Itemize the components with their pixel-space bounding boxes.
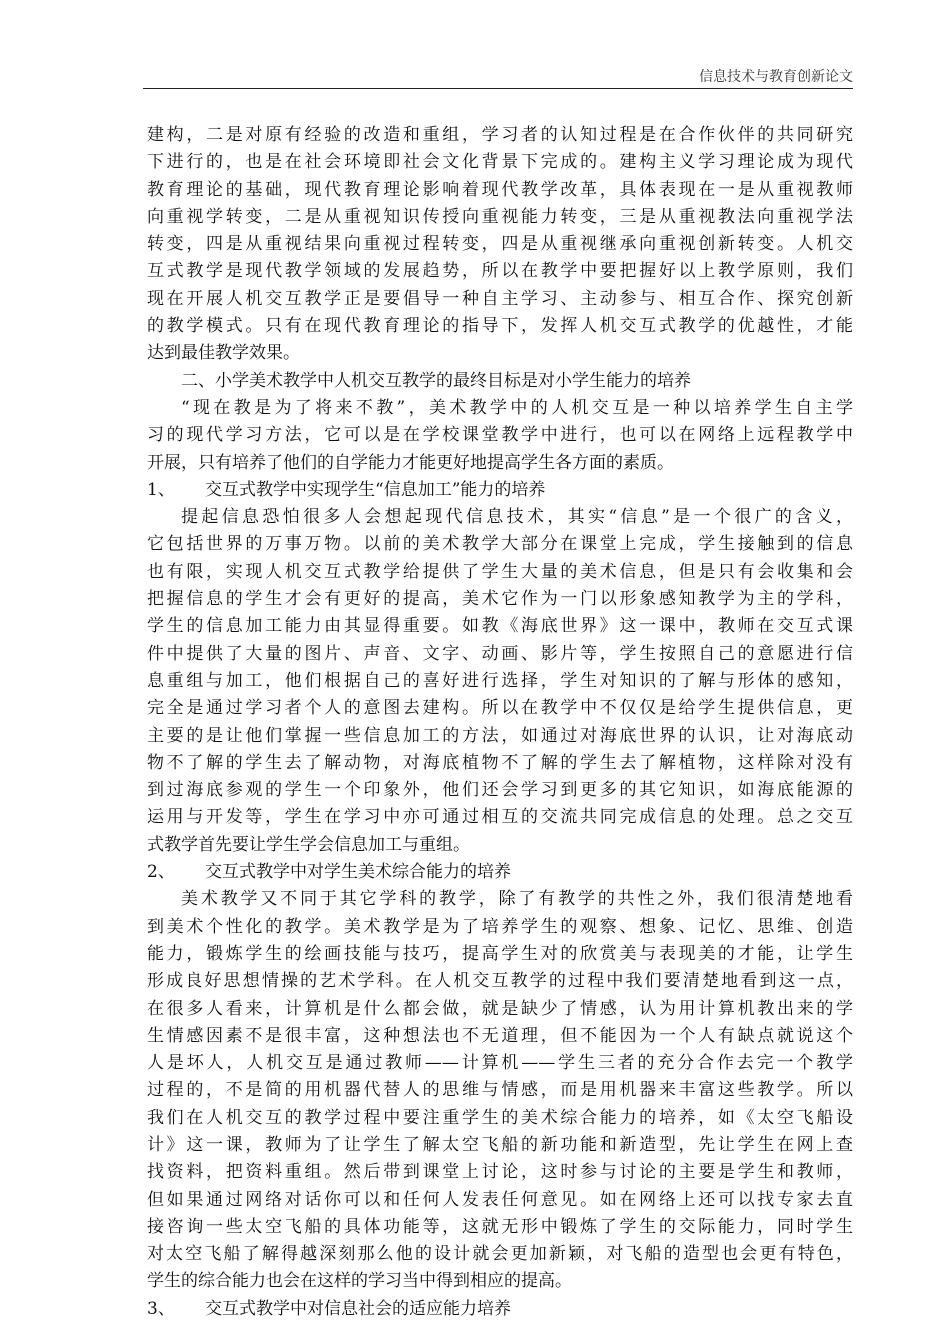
text-line: 在很多人看来，计算机是什么都会做，就是缺少了情感，认为用计算机教出来的学 xyxy=(147,998,853,1019)
text-line: 到美术个性化的教学。美术教学是为了培养学生的观察、想象、记忆、思维、创造 xyxy=(147,916,853,937)
subsection-title: 交互式教学中对信息社会的适应能力培养 xyxy=(205,1298,511,1319)
text-line: 我们在人机交互的教学过程中要注重学生的美术综合能力的培养，如《太空飞船设 xyxy=(147,1107,853,1128)
text-line: 能力，锻炼学生的绘画技能与技巧，提高学生对的欣赏美与表现美的才能，让学生 xyxy=(147,943,853,964)
text-line: 的教学模式。只有在现代教育理论的指导下，发挥人机交互式教学的优越性，才能 xyxy=(147,316,853,337)
text-line: 转变，四是从重视结果向重视过程转变，四是从重视继承向重视创新转变。人机交 xyxy=(147,234,853,255)
text-line: 也有限，实现人机交互式教学给提供了学生大量的美术信息，但是只有会收集和会 xyxy=(147,561,853,582)
text-line: 运用与开发等，学生在学习中亦可通过相互的交流共同完成信息的处理。总之交互 xyxy=(147,807,853,828)
section-heading-2: 二、小学美术教学中人机交互教学的最终目标是对小学生能力的培养 xyxy=(181,370,691,391)
paragraph-intro xyxy=(147,122,853,368)
subsection-heading-2 xyxy=(147,859,853,886)
text-line: 提起信息恐怕很多人会想起现代信息技术，其实“信息”是一个很广的含义， xyxy=(181,507,853,528)
paragraph-art-ability xyxy=(147,886,853,1295)
text-line: 过程的，不是简的用机器代替人的思维与情感，而是用机器来丰富这些教学。所以 xyxy=(147,1080,853,1101)
text-line: 教育理论的基础，现代教育理论影响着现代教学改革，具体表现在一是从重视教师 xyxy=(147,179,853,200)
paragraph-goal xyxy=(147,395,853,477)
subsection-title: 交互式教学中实现学生“信息加工”能力的培养 xyxy=(205,479,546,500)
subsection-number: 2、 xyxy=(147,862,175,883)
text-line: 计》这一课，教师为了让学生了解太空飞船的新功能和新造型，先让学生在网上查 xyxy=(147,1134,853,1155)
header-rule xyxy=(143,88,853,89)
text-line: 式教学首先要让学生学会信息加工与重组。 xyxy=(147,834,470,855)
text-line: 主要的是让他们掌握一些信息加工的方法，如通过对海底世界的认识，让对海底动 xyxy=(147,725,853,746)
text-line: 形成良好思想情操的艺术学科。在人机交互教学的过程中我们要清楚地看到这一点， xyxy=(147,971,853,992)
paragraph-info-processing xyxy=(147,504,853,859)
text-line: 学生的信息加工能力由其显得重要。如教《海底世界》这一课中，教师在交互式课 xyxy=(147,616,853,637)
text-line: 互式教学是现代教学领域的发展趋势，所以在教学中要把握好以上教学原则，我们 xyxy=(147,261,853,282)
document-body xyxy=(147,122,853,1323)
text-line: 完全是通过学习者个人的意图去建构。所以在教学中不仅仅是给学生提供信息，更 xyxy=(147,698,853,719)
text-line: 对太空飞船了解得越深刻那么他的设计就会更加新颖，对飞船的造型也会更有特色， xyxy=(147,1244,853,1265)
text-line: 找资料，把资料重组。然后带到课堂上讨论，这时参与讨论的主要是学生和教师， xyxy=(147,1162,853,1183)
running-header: 信息技术与教育创新论文 xyxy=(699,69,853,85)
subsection-heading-3 xyxy=(147,1296,853,1323)
text-line: 学生的综合能力也会在这样的学习当中得到相应的提高。 xyxy=(147,1271,572,1292)
text-line: 件中提供了大量的图片、声音、文字、动画、影片等，学生按照自己的意愿进行信 xyxy=(147,643,853,664)
text-line: 习的现代学习方法，它可以是在学校课堂教学中进行，也可以在网络上远程教学中 xyxy=(147,425,853,446)
text-line: 接咨询一些太空飞船的具体功能等，这就无形中锻炼了学生的交际能力，同时学生 xyxy=(147,1216,853,1237)
text-line: 人是坏人，人机交互是通过教师——计算机——学生三者的充分合作去完一个教学 xyxy=(147,1053,853,1074)
text-line: 向重视学转变，二是从重视知识传授向重视能力转变，三是从重视教法向重视学法 xyxy=(147,206,853,227)
text-line: 现在开展人机交互教学正是要倡导一种自主学习、主动参与、相互合作、探究创新 xyxy=(147,288,853,309)
text-line: 下进行的，也是在社会环境即社会文化背景下完成的。建构主义学习理论成为现代 xyxy=(147,152,853,173)
subsection-number: 1、 xyxy=(147,479,175,500)
text-line: 建构，二是对原有经验的改造和重组，学习者的认知过程是在合作伙伴的共同研究 xyxy=(147,125,853,145)
text-line: 到过海底参观的学生一个印象外，他们还会学习到更多的其它知识，如海底能源的 xyxy=(147,780,853,801)
text-line: 物不了解的学生去了解动物，对海底植物不了解的学生去了解植物，这样除对没有 xyxy=(147,752,853,773)
text-line: “现在教是为了将来不教”，美术教学中的人机交互是一种以培养学生自主学 xyxy=(181,397,853,418)
text-line: 美术教学又不同于其它学科的教学，除了有教学的共性之外，我们很清楚地看 xyxy=(181,889,853,910)
text-line: 生情感因素不是很丰富，这种想法也不无道理，但不能因为一个人有缺点就说这个 xyxy=(147,1025,853,1046)
subsection-heading-1 xyxy=(147,477,853,504)
text-line: 达到最佳教学效果。 xyxy=(147,343,300,364)
subsection-title: 交互式教学中对学生美术综合能力的培养 xyxy=(205,862,511,883)
subsection-number: 3、 xyxy=(147,1298,175,1319)
text-line: 它包括世界的万事万物。以前的美术教学大部分在课堂上完成，学生接触到的信息 xyxy=(147,534,853,555)
text-line: 把握信息的学生才会有更好的提高，美术它作为一门以形象感知教学为主的学科， xyxy=(147,589,853,610)
text-line: 开展，只有培养了他们的自学能力才能更好地提高学生各方面的素质。 xyxy=(147,452,674,473)
text-line: 息重组与加工，他们根据自己的喜好进行选择，学生对知识的了解与形体的感知， xyxy=(147,670,853,691)
text-line: 但如果通过网络对话你可以和任何人发表任何意见。如在网络上还可以找专家去直 xyxy=(147,1189,853,1210)
